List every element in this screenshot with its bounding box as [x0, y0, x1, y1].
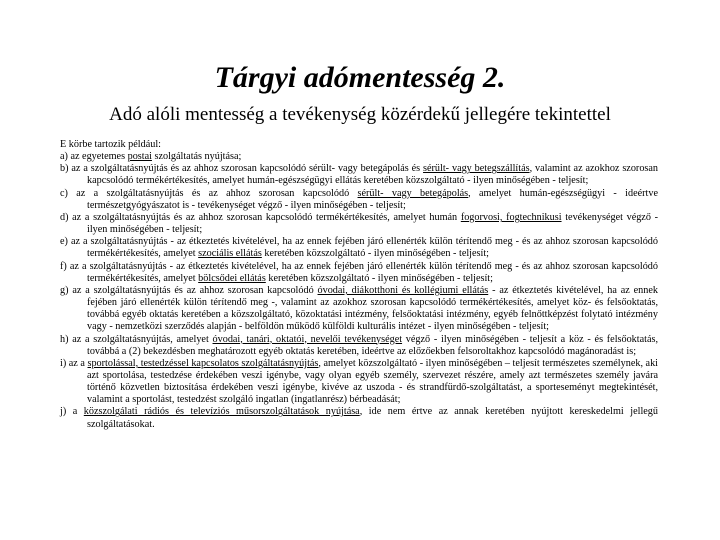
list-item	[60, 151, 658, 163]
underlined-term: közszolgálati rádiós és televíziós műsorszolgáltatások nyújtása	[83, 406, 360, 418]
underlined-term: postai	[127, 151, 152, 163]
item-text: e) az a szolgáltatásnyújtás - az étkeztetés kivételével, ha az ennek fejében járó ellenérték külön térítendő meg - és az ahhoz szorosan kapcsolódó termékértékesítés, amelyet	[60, 236, 658, 260]
intro-text: E körbe tartozik például:	[60, 139, 161, 150]
slide-title: Tárgyi adómentesség 2.	[214, 61, 506, 94]
item-text: c) az a szolgáltatásnyújtás és az ahhoz szorosan kapcsolódó	[60, 187, 358, 199]
list-item	[60, 236, 658, 260]
item-text: keretében közszolgáltató - ilyen minőségében - teljesít;	[261, 248, 489, 260]
item-text: g) az a szolgáltatásnyújtás és az ahhoz szorosan kapcsolódó	[60, 284, 318, 296]
list-item	[60, 406, 658, 430]
underlined-term: sportolással, testedzéssel kapcsolatos szolgáltatásnyújtás	[87, 357, 319, 369]
item-text: , amelyet közszolgáltató - ilyen minőségében – teljesít természetes személynek, aki azt sportolása, testedzése érdekében veszi igénybe, vagy olyan egyéb személy, szervezet részére, amely azt természetes személy javára történő közvetlen biztosítása érdekében veszi igénybe, kivéve az uszoda - és strandfürdő-szolgáltatást, a sporteseményt megtekintését, valamint a sportolást, testedzést szolgáló ingatlan (ingatlanrész) bérbeadását;	[87, 357, 658, 406]
item-text: j) a	[60, 406, 84, 418]
underlined-term: óvodai, tanári, oktatói, nevelői tevékenységet	[212, 333, 403, 345]
slide-subtitle: Adó alóli mentesség a tevékenység közérdekű jellegére tekintettel	[109, 104, 611, 125]
item-text: h) az a szolgáltatásnyújtás, amelyet	[60, 333, 213, 345]
slide-body	[60, 139, 658, 431]
underlined-term: sérült- vagy betegápolás	[357, 187, 469, 199]
underlined-term: szociális ellátás	[198, 248, 262, 260]
item-text: szolgáltatás nyújtása;	[151, 151, 242, 163]
item-text: - az étkeztetés kivételével, ha az ennek fejében járó ellenérték külön térítendő meg -, valamint az azokhoz szorosan kapcsolódó termékértékesítés, amelyet köz- és felsőoktatás, továbbá egyéb oktatás keretében a közszolgáltató, közoktatási intézmény, felsőoktatási intézmény, egyéb felnőttképzést folytató intézmény vagy - nemzetközi szerződés alapján - belföldön működő külföldi kulturális intézet - ilyen minőségében - teljesít;	[87, 284, 658, 333]
item-text: a) az egyetemes	[60, 151, 128, 163]
list-item	[60, 261, 658, 285]
underlined-term: bölcsődei ellátás	[198, 272, 266, 284]
list-item	[60, 358, 658, 407]
item-text: , ide nem értve az annak keretében nyújtott kereskedelmi jellegű szolgáltatásokat.	[87, 406, 658, 430]
list-item	[60, 188, 658, 212]
item-text: keretében közszolgáltató - ilyen minőségében - teljesít;	[265, 272, 493, 284]
item-text: f) az a szolgáltatásnyújtás - az étkeztetés kivételével, ha az ennek fejében járó ellenérték külön térítendő meg - és az ahhoz szorosan kapcsolódó termékértékesítés, amelyet	[60, 260, 658, 284]
underlined-term: óvodai, diákotthoni és kollégiumi ellátás	[317, 284, 489, 296]
underlined-term: fogorvosi, fogtechnikusi	[460, 211, 562, 223]
list-item	[60, 334, 658, 358]
exemption-list	[60, 151, 658, 431]
item-text: tevékenységet végző - ilyen minőségében - teljesít;	[87, 211, 658, 236]
item-text: végző - ilyen minőségében - teljesít a köz - és felsőoktatás, továbbá a (2) bekezdésben meghatározott egyéb oktatás keretében, ideértve az előzőekben felsoroltakhoz kapcsolódó magánoradást is;	[87, 333, 658, 357]
item-text: i) az a	[60, 357, 88, 369]
list-item	[60, 163, 658, 187]
item-text: , valamint az azokhoz szorosan kapcsolódó termékértékesítés, amelyet humán-egészségügyi ellátás keretében közszolgáltató - ilyen minőségében - teljesít;	[87, 163, 658, 187]
list-item	[60, 285, 658, 334]
underlined-term: sérült- vagy betegszállítás	[423, 163, 530, 175]
list-item	[60, 212, 658, 236]
item-text: d) az a szolgáltatásnyújtás és az ahhoz szorosan kapcsolódó termékértékesítés, amelyet humán	[60, 211, 461, 223]
item-text: b) az a szolgáltatásnyújtás és az ahhoz szorosan kapcsolódó sérült- vagy betegápolás és	[60, 163, 424, 175]
item-text: , amelyet humán-egészségügyi - ideértve természetgyógyászatot is - tevékenységet végző - ilyen minőségében - teljesít;	[87, 187, 658, 211]
